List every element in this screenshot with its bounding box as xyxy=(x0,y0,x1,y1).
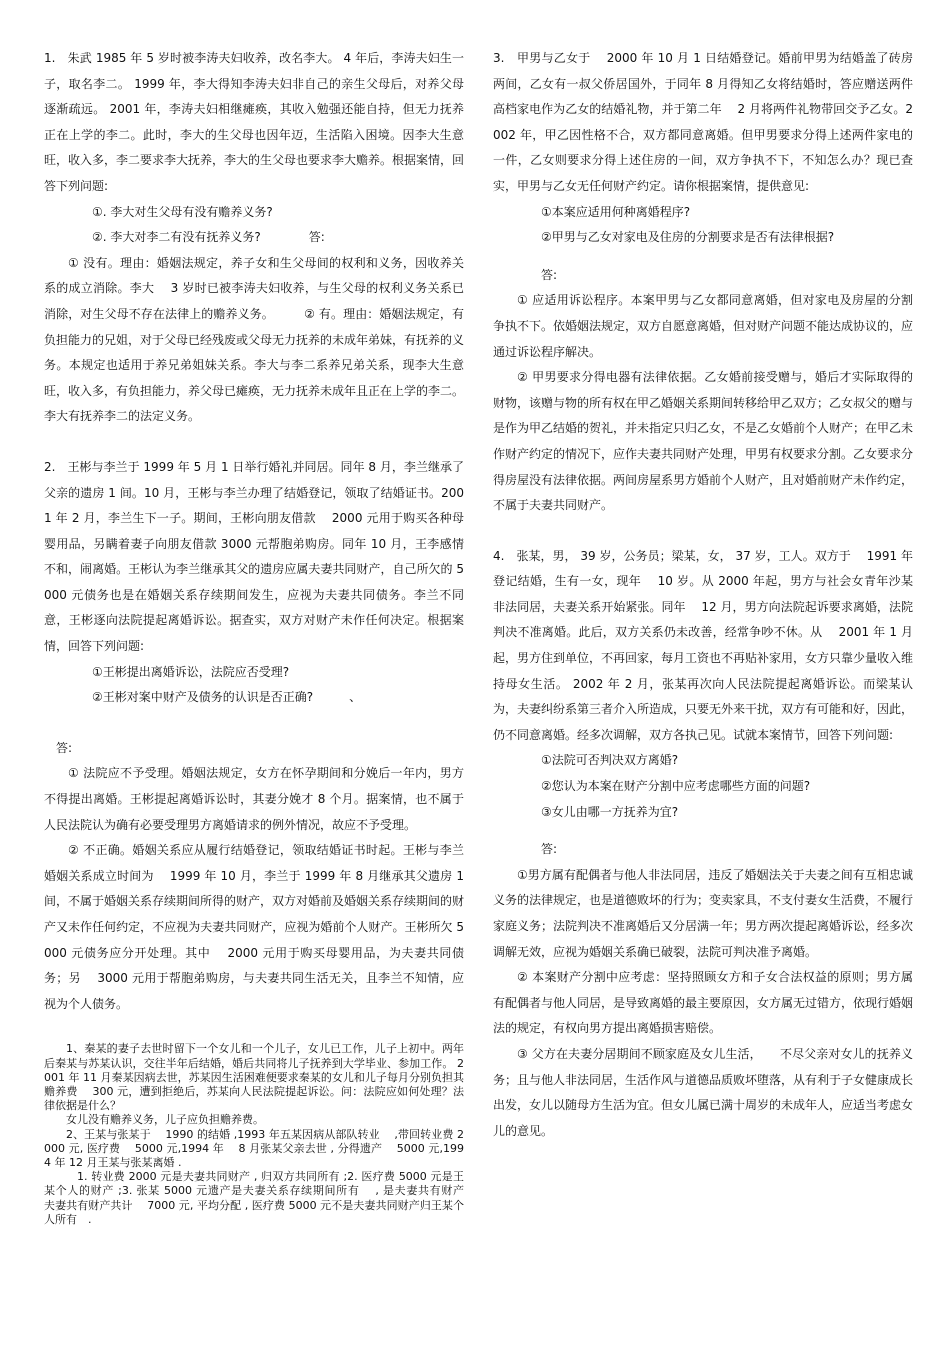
case-2-answer-label: 答: xyxy=(56,740,73,755)
case-3-question-2: ②甲男与乙女对家电及住房的分割要求是否有法律根据? xyxy=(541,230,835,245)
extra-case-2-answer: 1. 转业费 2000 元是夫妻共同财产 , 归双方共同所有 ;2. 医疗费 5000 元是王某个人的财产 ;3. 张某 5000 元遗产是夫妻关系存续期间所有 , 是夫妻共有财产 夫妻共有财产共计 7000 元, 平均分配 , 医疗费 5000 元不是夫妻共同财产归王某个人所有 . xyxy=(44,1170,486,1226)
case-3-question-1: ①本案应适用何种离婚程序? xyxy=(541,204,691,219)
case-4-answer-3: ③ 父方在夫妻分居期间不顾家庭及女儿生活， 不尽父亲对女儿的抚养义务；且与他人非法同居，生活作风与道德品质败坏堕落，从有利于子女健康成长出发，女儿以随母方生活为宜。但女儿属已满十周岁的未成年人，应适当考虑女儿的意见。 xyxy=(493,1046,914,1138)
spacer xyxy=(493,519,913,544)
spacer xyxy=(44,1017,464,1042)
extra-case-2-text: 2、王某与张某于 1990 的结婚 ,1993 年五某因病从部队转业 ,带回转业费 2000 元, 医疗费 5000 元,1994 年 8 月张某父亲去世 , 分得遗产 5000 元,1994 年 12 月王某与张某离婚 . xyxy=(44,1127,464,1169)
spacer xyxy=(493,251,913,263)
extra-case-1-answer: 女儿没有赡养义务，儿子应负担赡养费。 xyxy=(66,1113,264,1127)
spacer xyxy=(44,711,464,736)
case-2-question-1: ①王彬提出离婚诉讼，法院应否受理? xyxy=(92,664,290,679)
case-2-answer-2: ② 不正确。婚姻关系应从履行结婚登记，领取结婚证书时起。王彬与李兰婚姻关系成立时间为 1999 年 10 月，李兰于 1999 年 8 月继承其父遗房 1 间，不属于婚姻关系存续期间所得的财产，双方对婚前及婚姻关系存续期间的财产又未作任何约定，不应视为夫妻共同财产，应视为婚前个人财产。王彬所欠 5000 元债务应分开处理。其中 2000 元用于购买母婴用品，为夫妻共同债务；另 3000 元用于帮胞弟购房，与夫妻共同生活无关，且李兰不知情，应视为个人债务。 xyxy=(44,843,465,1011)
case-3-text: 3. 甲男与乙女于 2000 年 10 月 1 日结婚登记。婚前甲男为结婚盖了砖房两间，乙女有一叔父侨居国外，于同年 8 月得知乙女将结婚时，答应赠送两件高档家电作为乙女的结婚礼物，并于第二年 2 月将两件礼物带回交予乙女。2002 年，甲乙因性格不合，双方都同意离婚。但甲男要求分得上述两件家电的一件，乙女则要求分得上述住房的一间，双方争执不下，不知怎么办？现已查实，甲男与乙女无任何财产约定。请你根据案情，提供意见: xyxy=(493,51,913,193)
case-1-text: 1. 朱武 1985 年 5 岁时被李涛夫妇收养，改名李大。 4 年后，李涛夫妇生一子，取名李二。 1999 年，李大得知李涛夫妇非自己的亲生父母后，对养父母逐渐疏远。 2001 年，李涛夫妇相继瘫痪，其收入勉强还能自持，但无力抚养正在上学的李二。此时，李大的生父母也因年迈，生活陷入困境。因李大生意旺，收入多，李二要求李大抚养，李大的生父母也要求李大赡养。根据案情，回答下列问题: xyxy=(44,51,465,193)
case-4-answer-1: ①男方属有配偶者与他人非法同居，违反了婚姻法关于夫妻之间有互相忠诚义务的法律规定，也是道德败坏的行为；变卖家具，不支付妻女生活费，不履行家庭义务；法院判决不准离婚后又分居满一年；男方两次提起离婚诉讼，经多次调解无效，应视为婚姻关系确已破裂，法院可判决准予离婚。 xyxy=(493,867,914,959)
case-4-question-2: ②您认为本案在财产分割中应考虑哪些方面的问题? xyxy=(541,779,811,794)
left-column xyxy=(44,46,486,1227)
case-3-answer-label: 答: xyxy=(541,267,558,282)
case-2-text: 2. 王彬与李兰于 1999 年 5 月 1 日举行婚礼并同居。同年 8 月，李兰继承了父亲的遗房 1 间。10 月，王彬与李兰办理了结婚登记，领取了结婚证书。2001 年 2 月，李兰生下一子。期间，王彬向朋友借款 2000 元用于购买各种母婴用品，另瞒着妻子向朋友借款 3000 元帮胞弟购房。同年 10 月，王李感情不和，闹离婚。王彬认为李兰继承其父的遗房应属夫妻共同财产，自己所欠的 5000 元债务也是在婚姻关系存续期间发生，应视为夫妻共同债务。李兰不同意，王彬逐向法院提起离婚诉讼。据查实，双方对财产未作任何决定。根据案情，回答下列问题: xyxy=(44,459,464,654)
case-2-question-2: ②王彬对案中财产及债务的认识是否正确? 、 xyxy=(92,690,362,705)
case-4-question-3: ③女儿由哪一方抚养为宜? xyxy=(541,804,679,819)
case-3-answer-1: ① 应适用诉讼程序。本案甲男与乙女都同意离婚，但对家电及房屋的分割争执不下。依婚姻法规定，双方自愿意离婚，但对财产问题不能达成协议的，应通过诉讼程序解决。 xyxy=(493,293,914,359)
right-column xyxy=(493,46,913,1144)
case-4-answer-2: ② 本案财产分割中应考虑：坚持照顾女方和子女合法权益的原则；男方属有配偶者与他人同居，是导致离婚的最主要原因，女方属无过错方，依现行婚姻法的规定，有权向男方提出离婚损害赔偿。 xyxy=(493,970,914,1036)
case-4-text: 4. 张某，男， 39 岁，公务员；梁某，女， 37 岁，工人。双方于 1991 年登记结婚，生有一女，现年 10 岁。从 2000 年起，男方与社会女青年沙某非法同居，夫妻关系开始紧张。同年 12 月，男方向法院起诉要求离婚，法院判决不准离婚。此后，双方关系仍未改善，经常争吵不休。从 2001 年 1 月起，男方住到单位，不再回家，每月工资也不再贴补家用，女方只靠少量收入维持母女生活。 2002 年 2 月，张某再次向人民法院提起离婚诉讼。而梁某认为，夫妻纠纷系第三者介入所造成，只要无外来干扰，双方有可能和好，因此，仍不同意离婚。经多次调解，双方各执己见。试就本案情节，回答下列问题: xyxy=(493,548,914,742)
case-4-question-1: ①法院可否判决双方离婚? xyxy=(541,753,679,768)
case-2-answer-1: ① 法院应不予受理。婚姻法规定，女方在怀孕期间和分娩后一年内，男方不得提出离婚。王彬提起离婚诉讼时，其妻分娩才 8 个月。据案情，也不属于人民法院认为确有必要受理男方离婚请求的例外情况，故应不予受理。 xyxy=(44,766,464,832)
extra-case-1-text: 1、秦某的妻子去世时留下一个女儿和一个儿子，女儿已工作，儿子上初中。两年后秦某与苏某认识，交往半年后结婚，婚后共同将儿子抚养到大学毕业、参加工作。 2001 年 11 月秦某因病去世，苏某因生活困难便要求秦某的女儿和儿子每月分别负担其赡养费 300 元，遭到拒绝后，苏某向人民法院提起诉讼。问：法院应如何处理？法律依据是什么？ xyxy=(44,1042,464,1113)
spacer xyxy=(493,825,913,837)
case-3-answer-2: ② 甲男要求分得电器有法律依据。乙女婚前接受赠与，婚后才实际取得的财物，该赠与物的所有权在甲乙婚姻关系期间转移给甲乙双方；乙女叔父的赠与是作为甲乙结婚的贺礼，并未指定只归乙女，不是乙女婚前个人财产；在甲乙未作财产约定的情况下，应作夫妻共同财产处理，甲男有权要求分割。乙女要求分得房屋没有法律依据。两间房屋系男方婚前个人财产，且对婚前财产未作约定，不属于夫妻共同财产。 xyxy=(493,370,914,513)
case-4-answer-label: 答: xyxy=(541,842,558,857)
case-1-question-2: ②. 李大对李二有没有抚养义务? 答: xyxy=(92,230,325,245)
case-1-question-1: ①. 李大对生父母有没有赡养义务? xyxy=(92,204,273,219)
spacer xyxy=(44,430,464,455)
case-1-answer: ① 没有。理由：婚姻法规定，养子女和生父母间的权利和义务，因收养关系的成立消除。李大 3 岁时已被李涛夫妇收养，与生父母的权利义务关系已消除，对生父母不存在法律上的赡养义务。 ② 有。理由：婚姻法规定，有负担能力的兄姐，对于父母已经残废或父母无力抚养的未成年弟妹，有抚养的义务。本规定也适用于养兄弟姐妹关系。李大与李二系养兄弟关系，现李大生意旺，收入多，有负担能力，养父母已瘫痪，无力抚养未成年且正在上学的李二。李大有抚养李二的法定义务。 xyxy=(44,255,465,424)
